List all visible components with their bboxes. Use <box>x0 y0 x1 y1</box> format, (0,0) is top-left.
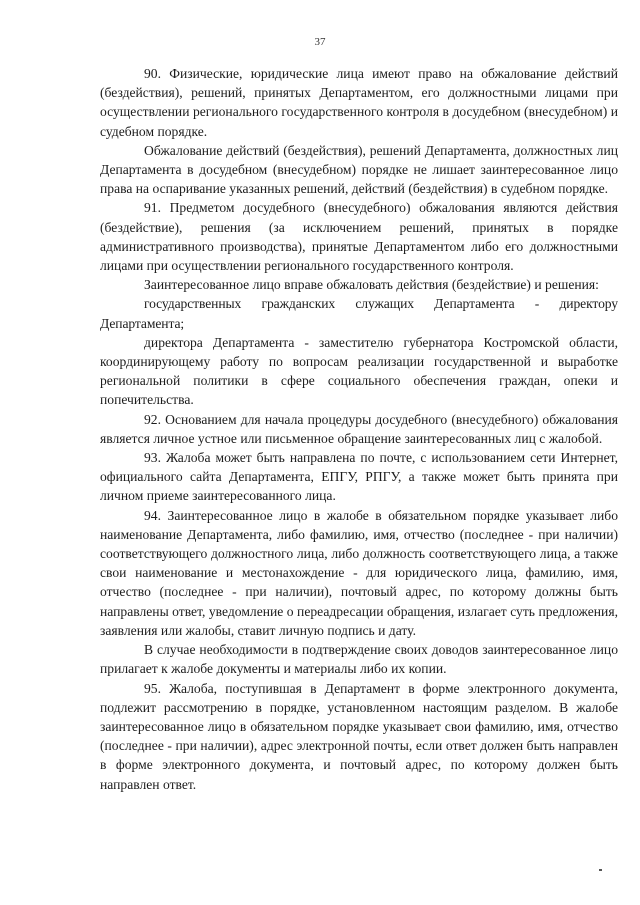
paragraph-94: 94. Заинтересованное лицо в жалобе в обязательном порядке указывает либо наименование Департамента, либо фамилию, имя, отчество (последнее - при наличии) соответствующего должностного лица, либо должность соответствующего лица, а также свои наименование и местонахождение - для юридического лица, фамилию, имя, отчество (последнее - при наличии), почтовый адрес, по которому должны быть направлены ответ, уведомление о переадресации обращения, излагает суть предложения, заявления или жалобы, ставит личную подпись и дату. <box>100 507 618 638</box>
document-body <box>100 64 618 794</box>
paragraph-95: 95. Жалоба, поступившая в Департамент в форме электронного документа, подлежит рассмотрению в порядке, установленном настоящим разделом. В жалобе заинтересованное лицо в обязательном порядке указывает свои фамилию, имя, отчество (последнее - при наличии), адрес электронной почты, если ответ должен быть направлен в форме электронного документа, и почтовый адрес, по которому должен быть направлен ответ. <box>100 680 618 792</box>
paragraph-attachments: В случае необходимости в подтверждение своих доводов заинтересованное лицо прилагает к жалобе документы и материалы либо их копии. <box>100 642 618 677</box>
page-number: 37 <box>314 36 326 48</box>
paragraph-90: 90. Физические, юридические лица имеют право на обжалование действий (бездействия), решений, принятых Департаментом, его должностными лицами при осуществлении регионального государственного контроля в досудебном (внесудебном) и судебном порядке. <box>100 66 618 139</box>
paragraph-director: директора Департамента - заместителю губернатора Костромской области, координирующему работу по вопросам реализации государственной и выработке региональной политики в сфере социального обеспечения граждан, опеки и попечительства. <box>100 334 618 408</box>
scan-dot <box>599 869 602 871</box>
paragraph-92: 92. Основанием для начала процедуры досудебного (внесудебного) обжалования является личное устное или письменное обращение заинтересованных лиц с жалобой. <box>100 411 618 446</box>
paragraph-civil-servants: государственных гражданских служащих Департамента - директору Департамента; <box>100 296 618 331</box>
paragraph-right-to-appeal: Заинтересованное лицо вправе обжаловать действия (бездействие) и решения: <box>144 277 599 293</box>
paragraph-91: 91. Предметом досудебного (внесудебного) обжалования являются действия (бездействие), решения (за исключением решений, принятых в порядке административного производства), принятые Департаментом либо его должностными лицами при осуществлении регионального государственного контроля. <box>100 200 618 274</box>
paragraph-appeal-note: Обжалование действий (бездействия), решений Департамента, должностных лиц Департамента в досудебном (внесудебном) порядке не лишает заинтересованное лицо права на оспаривание указанных решений, действий (бездействия) в судебном порядке. <box>100 142 618 197</box>
paragraph-93: 93. Жалоба может быть направлена по почте, с использованием сети Интернет, официального сайта Департамента, ЕПГУ, РПГУ, а также может быть принята при личном приеме заинтересованного лица. <box>100 450 618 504</box>
